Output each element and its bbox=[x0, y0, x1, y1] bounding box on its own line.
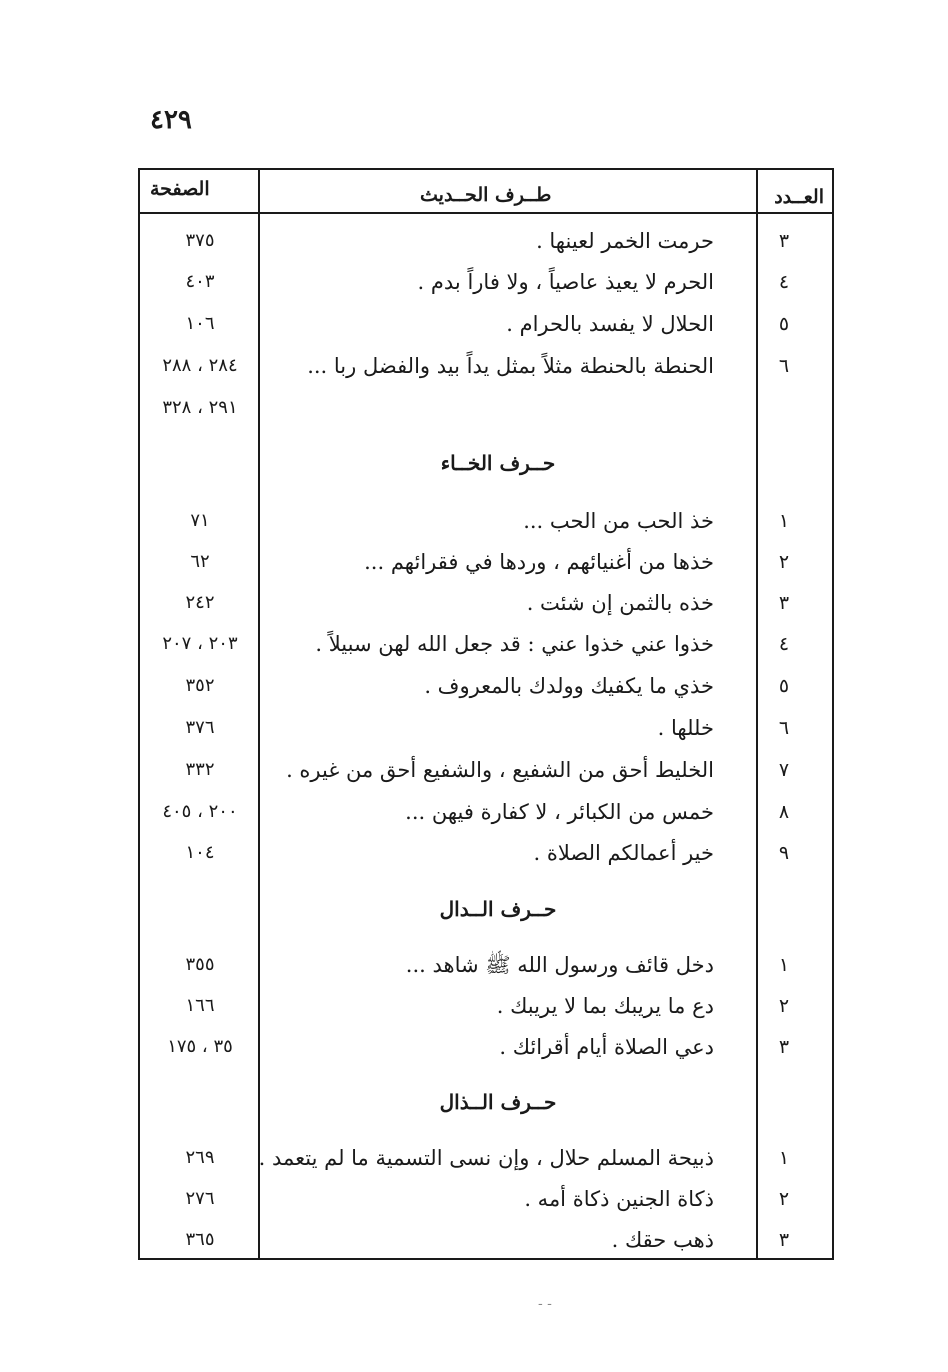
page-reference: ٢٦٩ bbox=[185, 1147, 215, 1168]
entry-number: ٣ bbox=[778, 1229, 790, 1251]
header-hadith: طــرف الحــديث bbox=[420, 184, 552, 206]
section-heading-row bbox=[140, 442, 832, 484]
table-row bbox=[140, 303, 832, 345]
table-row bbox=[140, 582, 832, 624]
table-row bbox=[140, 220, 832, 262]
table-row bbox=[140, 541, 832, 583]
table-row bbox=[140, 387, 832, 429]
section-heading: حــرف الــدال bbox=[439, 897, 557, 921]
page-reference: ٢٨٤ ، ٢٨٨ bbox=[162, 355, 238, 376]
hadith-text: خللها . bbox=[657, 716, 714, 740]
page-reference: ١٠٦ bbox=[185, 313, 215, 334]
hadith-text: خذها من أغنيائهم ، وردها في فقرائهم ... bbox=[364, 550, 714, 574]
hadith-text: ذهب حقك . bbox=[611, 1228, 714, 1252]
hadith-text: خذي ما يكفيك وولدك بالمعروف . bbox=[424, 674, 714, 698]
table-row bbox=[140, 985, 832, 1027]
page-reference: ١٦٦ bbox=[185, 995, 215, 1016]
hadith-text: الحرم لا يعيذ عاصياً ، ولا فاراً بدم . bbox=[417, 270, 714, 294]
section-heading-row bbox=[140, 1081, 832, 1123]
index-table bbox=[138, 168, 834, 1260]
entry-number: ٣ bbox=[778, 1036, 790, 1058]
footer-mark: - - bbox=[538, 1296, 552, 1312]
page-reference: ٧١ bbox=[190, 510, 210, 531]
table-row bbox=[140, 665, 832, 707]
entry-number: ٩ bbox=[778, 842, 790, 864]
table-row bbox=[140, 1178, 832, 1220]
entry-number: ١ bbox=[778, 510, 790, 532]
page-reference: ٣٥ ، ١٧٥ bbox=[167, 1036, 233, 1057]
table-row bbox=[140, 707, 832, 749]
entry-number: ٢ bbox=[778, 995, 790, 1017]
hadith-text: خمس من الكبائر ، لا كفارة فيهن ... bbox=[405, 800, 714, 824]
page-number: ٤٢٩ bbox=[150, 105, 192, 135]
entry-number: ٦ bbox=[778, 355, 790, 377]
page-reference: ٢٠٠ ، ٤٠٥ bbox=[162, 801, 238, 822]
hadith-text: الحلال لا يفسد بالحرام . bbox=[506, 312, 714, 336]
section-heading: حــرف الخــاء bbox=[440, 451, 556, 475]
header-divider bbox=[140, 212, 832, 214]
page-reference: ٣٧٥ bbox=[185, 230, 215, 251]
hadith-text: ذكاة الجنين ذكاة أمه . bbox=[524, 1187, 714, 1211]
page-reference: ٤٠٣ bbox=[185, 271, 215, 292]
hadith-text: خذه بالثمن إن شئت . bbox=[526, 591, 714, 615]
table-row bbox=[140, 1219, 832, 1261]
hadith-text: خذ الحب من الحب ... bbox=[523, 509, 714, 533]
entry-number: ٦ bbox=[778, 717, 790, 739]
table-row bbox=[140, 749, 832, 791]
entry-number: ١ bbox=[778, 954, 790, 976]
page-reference: ٣٥٢ bbox=[185, 675, 215, 696]
section-heading: حــرف الــذال bbox=[439, 1090, 557, 1114]
entry-number: ٥ bbox=[778, 313, 790, 335]
page-reference: ٦٢ bbox=[190, 551, 210, 572]
table-row bbox=[140, 345, 832, 387]
entry-number: ١ bbox=[778, 1147, 790, 1169]
page-reference: ٣٥٥ bbox=[185, 954, 215, 975]
table-row bbox=[140, 944, 832, 986]
table-row bbox=[140, 832, 832, 874]
table-row bbox=[140, 261, 832, 303]
page-reference: ٣٣٢ bbox=[185, 759, 215, 780]
page-reference: ١٠٤ bbox=[185, 842, 215, 863]
entry-number: ٢ bbox=[778, 551, 790, 573]
table-row bbox=[140, 1026, 832, 1068]
hadith-text: خذوا عني خذوا عني : قد جعل الله لهن سبيلاً . bbox=[315, 632, 714, 656]
entry-number: ٣ bbox=[778, 592, 790, 614]
page-reference: ٢٤٢ bbox=[185, 592, 215, 613]
header-page: الصفحة bbox=[150, 178, 210, 200]
entry-number: ٧ bbox=[778, 759, 790, 781]
hadith-text: حرمت الخمر لعينها . bbox=[536, 229, 714, 253]
section-heading-row bbox=[140, 888, 832, 930]
page-reference: ٣٧٦ bbox=[185, 717, 215, 738]
entry-number: ٤ bbox=[778, 633, 790, 655]
entry-number: ٣ bbox=[778, 230, 790, 252]
entry-number: ٤ bbox=[778, 271, 790, 293]
table-row bbox=[140, 1137, 832, 1179]
entry-number: ٥ bbox=[778, 675, 790, 697]
table-row bbox=[140, 500, 832, 542]
hadith-text: دعي الصلاة أيام أقرائك . bbox=[499, 1035, 714, 1059]
hadith-text: الخليط أحق من الشفيع ، والشفيع أحق من غيره . bbox=[286, 758, 714, 782]
header-number: العــدد bbox=[774, 186, 824, 208]
hadith-text: دع ما يريبك بما لا يريبك . bbox=[496, 994, 714, 1018]
hadith-text: ذبيحة المسلم حلال ، وإن نسى التسمية ما لم يتعمد . bbox=[258, 1146, 714, 1170]
table-row bbox=[140, 623, 832, 665]
entry-number: ٨ bbox=[778, 801, 790, 823]
page-reference: ٣٦٥ bbox=[185, 1229, 215, 1250]
entry-number: ٢ bbox=[778, 1188, 790, 1210]
page-reference: ٢٧٦ bbox=[185, 1188, 215, 1209]
table-row bbox=[140, 791, 832, 833]
page-reference: ٢٩١ ، ٣٢٨ bbox=[162, 397, 238, 418]
page-reference: ٢٠٣ ، ٢٠٧ bbox=[162, 633, 238, 654]
hadith-text: خير أعمالكم الصلاة . bbox=[533, 841, 714, 865]
hadith-text: الحنطة بالحنطة مثلاً بمثل يداً بيد والفضل ربا ... bbox=[307, 354, 714, 378]
hadith-text: دخل قائف ورسول الله ﷺ شاهد ... bbox=[405, 953, 714, 977]
